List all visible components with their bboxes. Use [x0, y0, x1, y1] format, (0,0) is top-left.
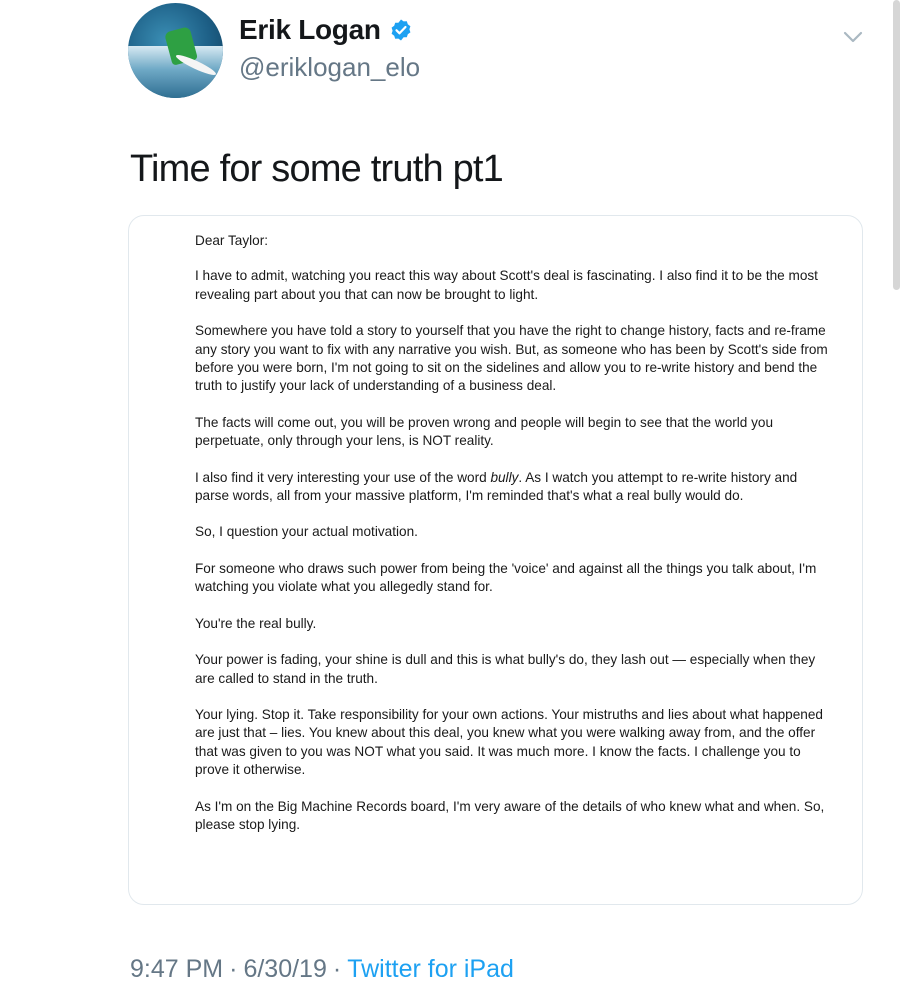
tweet-text: Time for some truth pt1 — [130, 148, 503, 190]
letter-paragraph: For someone who draws such power from being the 'voice' and against all the things you talk about, I'm watching you violate what you allegedly stand for. — [195, 560, 817, 595]
bully-emphasis: bully — [490, 469, 519, 485]
letter-paragraph: I have to admit, watching you react this way about Scott's deal is fascinating. I also find it to be the most revealing part about you that can now be brought to light. — [195, 268, 818, 302]
meta-separator: · — [229, 955, 238, 983]
tweet-date[interactable]: 6/30/19 — [243, 955, 327, 983]
author-name-row[interactable] — [239, 14, 413, 46]
avatar[interactable] — [128, 3, 223, 98]
display-name[interactable]: Erik Logan — [239, 14, 381, 45]
letter-paragraph: Your lying. Stop it. Take responsibility for your own actions. Your mistruths and lies about what happened are just that – lies. You knew about this deal, you knew what you were walking away from, and the offer that was given to you was NOT what you said. It was much more. I know the facts. I challenge you to prove it otherwise. — [195, 706, 823, 778]
tweet-time[interactable]: 9:47 PM — [130, 955, 224, 983]
user-handle[interactable]: @eriklogan_elo — [239, 52, 421, 82]
meta-separator: · — [332, 955, 342, 983]
letter-paragraph: Somewhere you have told a story to yourself that you have the right to change history, facts and re-frame any story you want to fix with any narrative you wish. But, as someone who has been by Scott's side from before you were born, I'm not going to sit on the sidelines and allow you to re-write history and bend the truth to justify your lack of understanding of a business deal. — [195, 323, 828, 394]
letter-salutation: Dear Taylor: — [195, 233, 269, 248]
letter-text — [195, 232, 834, 852]
attached-image-letter[interactable] — [128, 215, 863, 905]
letter-paragraph: You're the real bully. — [195, 615, 317, 631]
tweet-source-link[interactable]: Twitter for iPad — [347, 955, 514, 983]
chevron-down-icon[interactable] — [840, 24, 866, 50]
letter-paragraph: As I'm on the Big Machine Records board, I'm very aware of the details of who knew what and when. So, please stop lying. — [195, 798, 825, 832]
letter-paragraph: So, I question your actual motivation. — [195, 524, 418, 540]
verified-badge-icon — [389, 18, 413, 42]
letter-paragraph: The facts will come out, you will be proven wrong and people will begin to see that the world you perpetuate, only through your lens, is NOT reality. — [195, 414, 774, 449]
bully-text-after: . As I watch you attempt to re-write history and parse words, all from your massive platform, I'm reminded that's what a real bully would do. — [195, 469, 798, 504]
letter-paragraph-bully — [195, 469, 834, 506]
scrollbar[interactable] — [893, 0, 900, 290]
bully-text-before: I also find it very interesting your use of the word — [195, 469, 491, 485]
letter-paragraph: Your power is fading, your shine is dull and this is what bully's do, they lash out — especially when they are called to stand in the truth. — [195, 652, 816, 686]
tweet-metadata — [130, 955, 514, 984]
